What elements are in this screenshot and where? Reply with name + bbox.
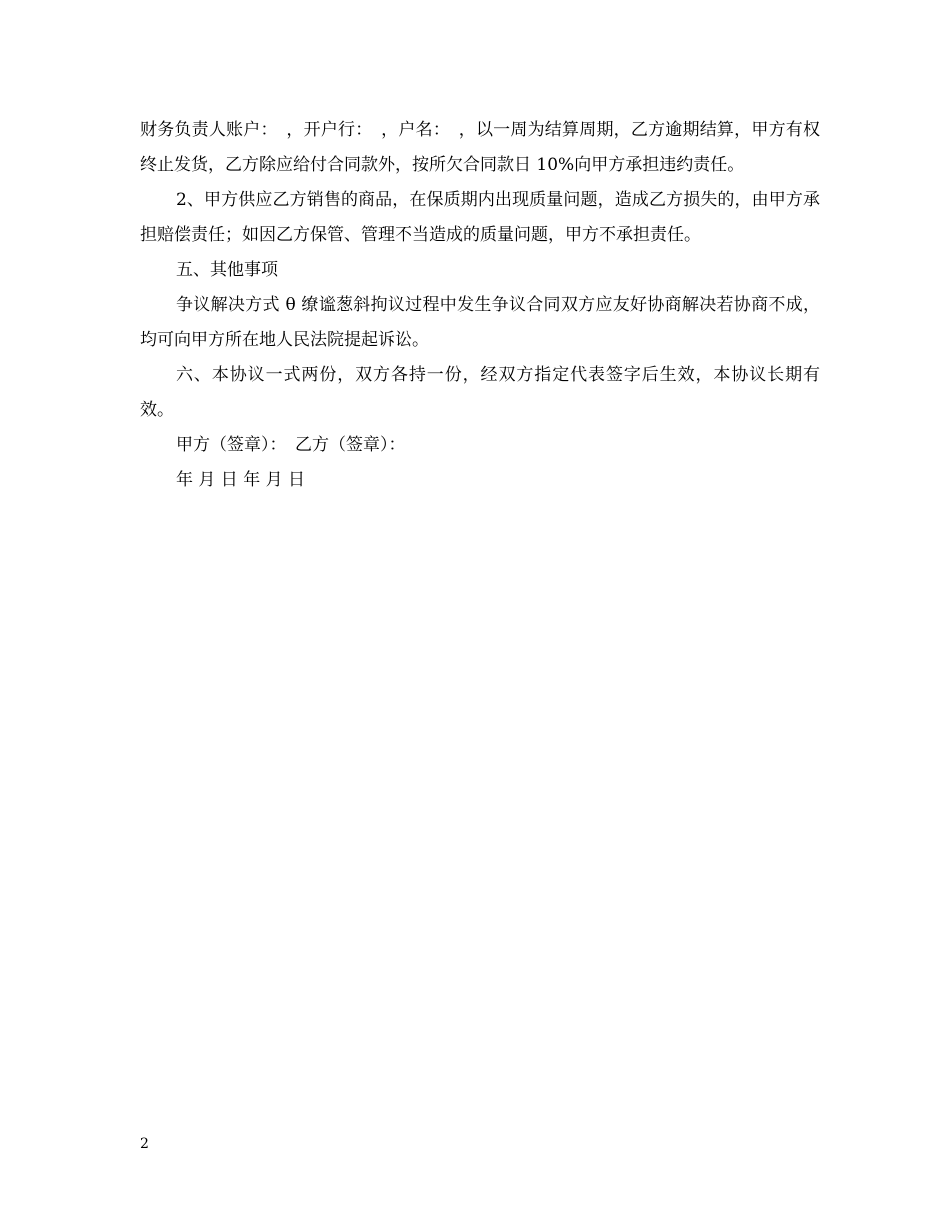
section-heading-other-matters: 五、其他事项: [176, 260, 278, 280]
paragraph-dispute-resolution: 争议解决方式 θ 缭谧葱斜拘议过程中发生争议合同双方应友好协商解决若协商不成，均可向甲方所在地人民法院提起诉讼。: [140, 295, 820, 350]
paragraph-copies-validity: 六、本协议一式两份，双方各持一份，经双方指定代表签字后生效，本协议长期有效。: [140, 365, 820, 420]
page-number: 2: [140, 1136, 149, 1152]
paragraph-account-terms: 财务负责人账户： ，开户行： ，户名： ，以一周为结算周期，乙方逾期结算，甲方有权终止发货，乙方除应给付合同款外，按所欠合同款日 10%向甲方承担违约责任。: [140, 120, 820, 175]
date-line: 年 月 日 年 月 日: [176, 470, 306, 490]
contract-body: [140, 113, 820, 498]
signature-line: 甲方（签章）： 乙方（签章）：: [176, 435, 406, 455]
paragraph-quality-liability: 2、甲方供应乙方销售的商品，在保质期内出现质量问题，造成乙方损失的，由甲方承担赔偿责任；如因乙方保管、管理不当造成的质量问题，甲方不承担责任。: [140, 190, 820, 245]
